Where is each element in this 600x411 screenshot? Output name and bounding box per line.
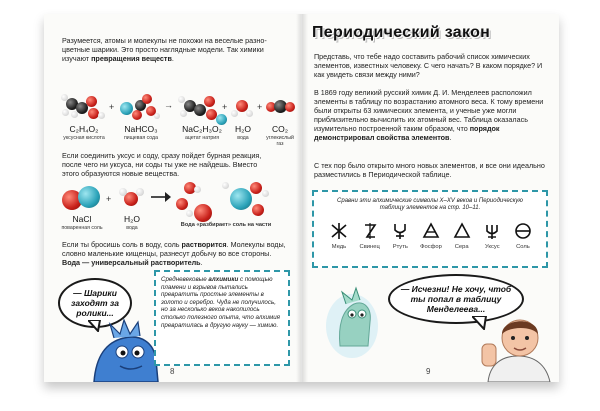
para3-end: .: [200, 258, 203, 267]
molecule-hydrogen: [62, 109, 69, 116]
symbol-lead: [357, 222, 383, 250]
para3-start: Если ты бросишь соль в воду, соль: [62, 240, 182, 249]
symbol-label: Фосфор: [420, 244, 442, 250]
sulfur-symbol-icon: [453, 222, 471, 240]
symbols-row: [326, 222, 536, 250]
phosphorus-symbol-icon: [422, 222, 440, 240]
paragraph-3: [62, 240, 287, 267]
formula-water-2: H₂O: [123, 214, 141, 224]
symbol-label: Свинец: [359, 244, 380, 250]
para2-line-1: Если соединить уксус и соду, сразу пойдет бурная реакция,: [62, 151, 262, 160]
formula-salt: NaCl: [72, 214, 92, 224]
molecule-hydrogen: [98, 112, 105, 119]
para3-bold-2: Вода — универсальный растворитель: [62, 258, 201, 267]
left-page: [44, 14, 301, 382]
molecule-sodium: [120, 102, 133, 115]
molecule-hydrogen: [154, 113, 160, 119]
symbol-phosphorus: [418, 222, 444, 250]
molecule-oxygen: [176, 198, 188, 210]
intro-line-2: цветные шарики. Это просто наглядные модели. Так химики: [62, 45, 264, 54]
right-paragraph-2: [314, 88, 546, 142]
formula-water: H₂O: [234, 124, 252, 134]
label-acetic-acid: уксусная кислота: [63, 135, 105, 141]
molecule-hydrogen: [246, 110, 253, 117]
symbol-vinegar: [479, 222, 505, 250]
right-para2-bold: порядок демонстрировал свойства элементов: [314, 124, 500, 142]
molecule-oxygen: [252, 204, 264, 216]
right-page: [302, 14, 559, 382]
label-water-2: вода: [126, 225, 138, 231]
book-fold: [296, 14, 308, 382]
molecule-carbon: [194, 104, 206, 116]
alchemists-note-start: Средневековые: [161, 276, 209, 283]
alchemists-note-rest: с помощью пламени и взрывов пытались превратить простые элементы в золото и серебро. Чуда не получилось, но за несколько веков накопилось столько полезного опыта, что алхимия превратилась в другую науку — химию.: [161, 276, 280, 329]
intro-bold: превращения веществ: [91, 54, 172, 63]
intro-end: .: [171, 54, 174, 63]
alchemy-symbols-box: [312, 190, 548, 268]
plus-sign: +: [257, 102, 263, 112]
para2-line-2: после чего ни уксуса, ни соды ты уже не найдешь. Вместо: [62, 160, 258, 169]
molecule-chlorine: [78, 186, 100, 208]
molecule-hydrogen: [61, 94, 68, 101]
label-sodium-acetate: ацетат натрия: [184, 135, 220, 141]
boy-mascot-icon: [480, 308, 556, 382]
molecule-sodium: [194, 204, 212, 222]
symbol-label: Ртуть: [392, 244, 408, 250]
formula-baking-soda: NaHCO₃: [124, 124, 158, 134]
symbol-label: Уксус: [484, 244, 500, 250]
molecule-oxygen: [86, 96, 97, 107]
molecule-hydrogen: [136, 188, 144, 196]
plus-sign: +: [106, 194, 112, 204]
molecule-hydrogen: [119, 188, 127, 196]
paragraph-2: [62, 151, 287, 178]
symbols-caption: Сравни эти алхимические символы X–XV веков и Периодическую таблицу элементов на стр. 10–11.: [337, 198, 523, 212]
right-paragraph-1: Представь, что тебе надо составить рабочий список химических элементов, известных человеку. С чего начать? В каком порядке? И как увидеть связи между ними?: [314, 52, 543, 79]
right-paragraph-3: С тех пор было открыто много новых элементов, и все они идеально разместились в Периодической таблице.: [314, 161, 545, 179]
molecule-hydrogen: [71, 111, 78, 118]
label-water: вода: [237, 135, 249, 141]
label-co2: углекислый газ: [266, 135, 294, 147]
caption-dissolving: Вода «разбирает» соль на части: [180, 222, 272, 228]
ghost-dragon-icon: [322, 276, 382, 362]
speech-bubble-right-text: — Исчезни! Не хочу, чтоб ты попал в таблицу Менделеева...: [400, 284, 512, 314]
intro-paragraph: [62, 36, 287, 63]
alchemists-note: [154, 270, 290, 366]
molecule-hydrogen: [194, 186, 201, 193]
page-number-right: 9: [426, 367, 431, 376]
alchemists-note-bold: алхимики: [208, 276, 239, 283]
arrow-icon: →: [164, 100, 173, 110]
plus-sign: +: [109, 102, 115, 112]
vinegar-symbol-icon: [483, 222, 501, 240]
copper-symbol-icon: [330, 222, 348, 240]
molecule-oxygen: [142, 94, 152, 104]
speech-bubble-text: — Шарики заходят за ролики...: [70, 288, 120, 318]
para3-bold: растворится: [181, 240, 227, 249]
molecule-hydrogen: [178, 96, 185, 103]
arrow-icon: [150, 190, 172, 204]
formula-acetic-acid: C₂H₄O₂: [69, 124, 99, 134]
para2-line-3: этого образуются новые вещества.: [62, 169, 180, 178]
right-para2-end: .: [449, 133, 452, 142]
intro-line-1: Разумеется, атомы и молекулы не похожи на веселые разно-: [62, 36, 267, 45]
label-salt: поваренная соль: [61, 225, 103, 231]
molecule-hydrogen: [186, 210, 193, 217]
symbol-copper: [326, 222, 352, 250]
mercury-symbol-icon: [391, 222, 409, 240]
intro-line-3: изучают: [62, 54, 90, 63]
molecule-oxygen: [132, 110, 142, 120]
formula-sodium-acetate: NaC₂H₃O₂: [182, 124, 222, 134]
molecule-hydrogen: [231, 110, 238, 117]
symbol-label: Сера: [454, 244, 469, 250]
molecule-hydrogen: [222, 182, 229, 189]
para3-mid: . Молекулы воды, словно маленькие кищенцы, разнесут добычу во все стороны.: [62, 240, 286, 258]
label-baking-soda: пищевая сода: [124, 135, 158, 141]
symbol-label: Медь: [331, 244, 347, 250]
salt-symbol-icon: [514, 222, 532, 240]
formula-co2: CO₂: [271, 124, 289, 134]
plus-sign: +: [222, 102, 228, 112]
book-spread: [44, 14, 559, 382]
symbol-mercury: [387, 222, 413, 250]
molecule-oxygen: [250, 182, 262, 194]
symbol-label: Соль: [516, 244, 530, 250]
molecule-hydrogen: [262, 190, 269, 197]
molecule-oxygen: [285, 102, 295, 112]
lead-symbol-icon: [361, 222, 379, 240]
molecule-hydrogen: [180, 110, 187, 117]
molecule-oxygen: [204, 96, 215, 107]
symbol-salt: [510, 222, 536, 250]
page-title: Периодический закон: [312, 24, 491, 41]
page-number-left: 8: [170, 367, 175, 376]
dragon-mascot-icon: [84, 314, 162, 382]
right-para2-start: В 1869 году великий русский химик Д. И. Менделеев расположил элементы в таблицу по возрастанию атомного веса. К тому времени были открыты 63 химических элемента, и ученые уже могли приблизительно вычислить их атомный вес. Таблица оказалась изумительно построенной таким образом, что: [314, 88, 544, 133]
molecule-chlorine: [230, 188, 252, 210]
symbol-sulfur: [449, 222, 475, 250]
